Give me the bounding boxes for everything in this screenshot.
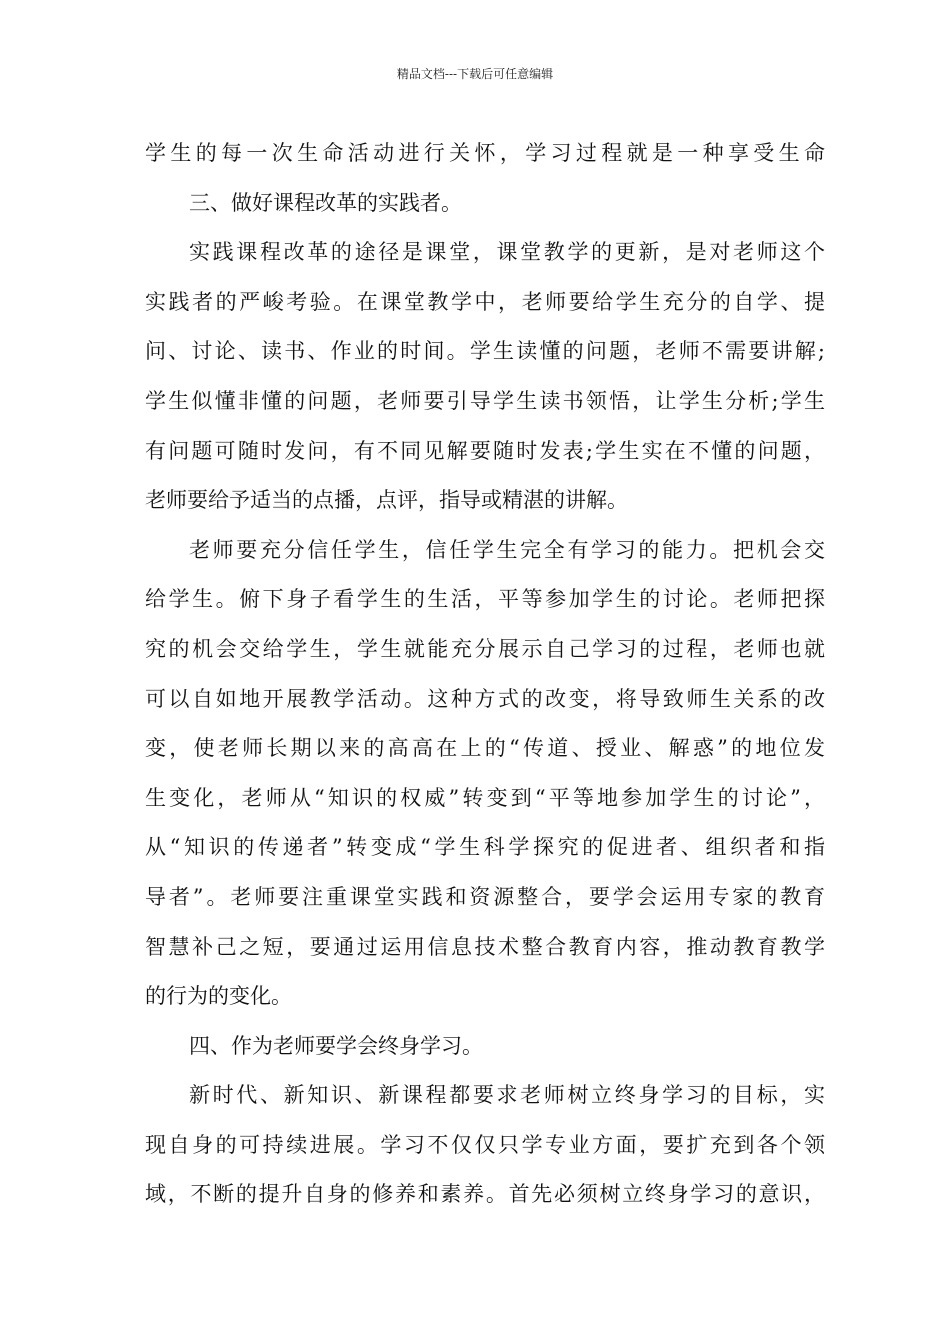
- section-heading: 四、作为老师要学会终身学习。: [189, 1033, 483, 1058]
- text-line: 新时代、新知识、新课程都要求老师树立终身学习的目标，实: [189, 1083, 825, 1108]
- text-line: 实践者的严峻考验。在课堂教学中，老师要给学生充分的自学、提: [145, 289, 825, 314]
- text-line: 导者”。老师要注重课堂实践和资源整合，要学会运用专家的教育: [145, 884, 825, 909]
- page-header: 精品文档---下载后可任意编辑: [396, 67, 554, 81]
- text-line: 可以自如地开展教学活动。这种方式的改变，将导致师生关系的改: [145, 686, 825, 711]
- text-line: 生变化，老师从“知识的权威”转变到“平等地参加学生的讨论”，: [145, 785, 825, 810]
- text-line: 的行为的变化。: [145, 984, 292, 1009]
- text-line: 学生似懂非懂的问题，老师要引导学生读书领悟，让学生分析;学生: [145, 388, 825, 413]
- text-line: 究的机会交给学生，学生就能充分展示自己学习的过程，老师也就: [145, 636, 825, 661]
- document-body: [145, 129, 825, 1220]
- text-line: 从“知识的传递者”转变成“学生科学探究的促进者、组织者和指: [145, 835, 825, 860]
- text-line: 老师要充分信任学生，信任学生完全有学习的能力。把机会交: [189, 537, 825, 562]
- text-line: 现自身的可持续进展。学习不仅仅只学专业方面，要扩充到各个领: [145, 1132, 825, 1157]
- text-line: 有问题可随时发问，有不同见解要随时发表;学生实在不懂的问题，: [145, 438, 825, 463]
- text-line: 问、讨论、读书、作业的时间。学生读懂的问题，老师不需要讲解;: [145, 339, 825, 364]
- text-line: 域，不断的提升自身的修养和素养。首先必须树立终身学习的意识，: [145, 1182, 825, 1207]
- text-line: 智慧补己之短，要通过运用信息技术整合教育内容，推动教育教学: [145, 934, 825, 959]
- text-line: 老师要给予适当的点播，点评，指导或精湛的讲解。: [145, 488, 628, 513]
- text-line: 变，使老师长期以来的高高在上的“传道、授业、解惑”的地位发: [145, 736, 825, 761]
- section-heading: 三、做好课程改革的实践者。: [189, 190, 462, 215]
- text-line: 实践课程改革的途径是课堂，课堂教学的更新，是对老师这个: [189, 240, 825, 265]
- text-line: 学生的每一次生命活动进行关怀，学习过程就是一种享受生命: [145, 141, 825, 165]
- text-line: 给学生。俯下身子看学生的生活，平等参加学生的讨论。老师把探: [145, 587, 825, 612]
